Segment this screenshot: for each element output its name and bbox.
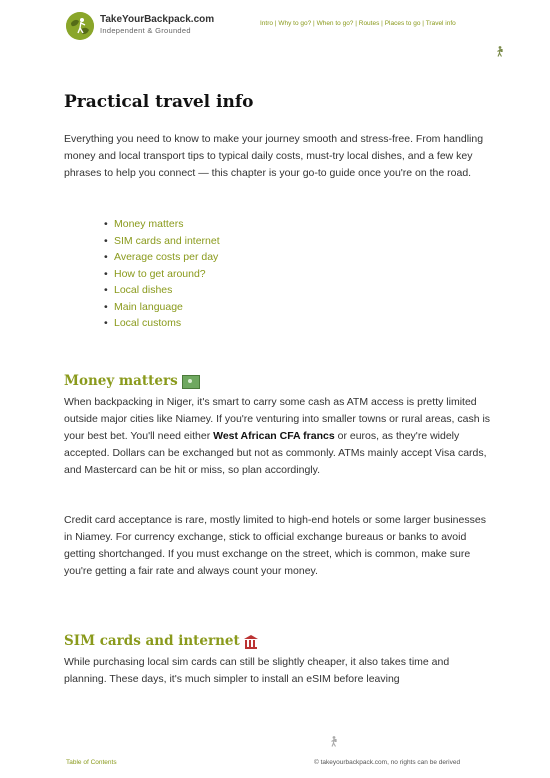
nav-link-intro[interactable]: Intro <box>260 20 274 27</box>
toc-link-money[interactable]: • Money matters <box>114 216 220 233</box>
footer-copyright: © takeyourbackpack.com, no rights can be derived <box>314 759 461 766</box>
nav-link-travel-info[interactable]: Travel info <box>425 20 456 27</box>
top-navigation: Intro | Why to go? | When to go? | Routes | Places to go | Travel info <box>260 20 456 27</box>
toc-link-costs[interactable]: • Average costs per day <box>114 249 220 266</box>
currency-highlight: West African CFA francs <box>213 430 335 442</box>
page-title: Practical travel info <box>64 92 254 112</box>
sim-paragraph-1: While purchasing local sim cards can still be slightly cheaper, it also takes time and planning. These days, it's much simpler to install an eSIM before leaving <box>64 656 450 685</box>
toc-link-transport[interactable]: • How to get around? <box>114 266 220 283</box>
money-p1-text-b: or euros, as they're widely accepted. Dollars can be exchanged but not as commonly. ATMs mainly accept Visa cards, and Mastercard can be hit or miss, so plan accordingly. <box>64 430 487 476</box>
brand-tagline: Independent & Grounded <box>100 26 191 35</box>
table-of-contents <box>98 216 220 332</box>
toc-link-dishes[interactable]: • Local dishes <box>114 282 220 299</box>
nav-link-why[interactable]: Why to go? <box>278 20 312 27</box>
money-p1-text-a: When backpacking in Niger, it's smart to carry some cash as ATM access is pretty limited outside major cities like Niamey. If you're venturing into smaller towns or rural areas, cash is your best bet. You'll need either <box>64 396 491 442</box>
page-header <box>0 0 550 50</box>
hiker-icon <box>496 46 505 60</box>
toc-link-language[interactable]: • Main language <box>114 299 220 316</box>
money-paragraph-1 <box>64 394 494 479</box>
toc-link-sim[interactable]: • SIM cards and internet <box>114 233 220 250</box>
brand-name[interactable]: TakeYourBackpack.com <box>100 14 215 25</box>
logo-globe-icon[interactable] <box>66 12 94 40</box>
toc-link-customs[interactable]: • Local customs <box>114 315 220 332</box>
section-heading-sim <box>64 633 258 649</box>
money-icon <box>182 375 200 389</box>
section-heading-money-text: Money matters <box>64 373 178 389</box>
footer-toc-link[interactable]: Table of Contents <box>66 759 117 766</box>
section-heading-money <box>64 373 200 389</box>
footer-hiker-icon <box>330 736 339 750</box>
nav-link-places[interactable]: Places to go <box>384 20 421 27</box>
intro-paragraph: Everything you need to know to make your journey smooth and stress-free. From handling money and local transport tips to typical daily costs, must-try local dishes, and a few key phrases to help you connect — this chapter is your go-to guide once you're on the road. <box>64 133 484 179</box>
section-heading-sim-text: SIM cards and internet <box>64 633 240 649</box>
money-paragraph-2: Credit card acceptance is rare, mostly limited to high-end hotels or some larger businesses in Niamey. For currency exchange, stick to official exchange bureaus or banks to avoid getting shortchanged. If you must exchange on the street, which is common, make sure you're getting a fair rate and always count your money. <box>64 514 486 577</box>
nav-link-when[interactable]: When to go? <box>316 20 354 27</box>
bank-icon <box>244 635 258 648</box>
nav-link-routes[interactable]: Routes <box>358 20 380 27</box>
